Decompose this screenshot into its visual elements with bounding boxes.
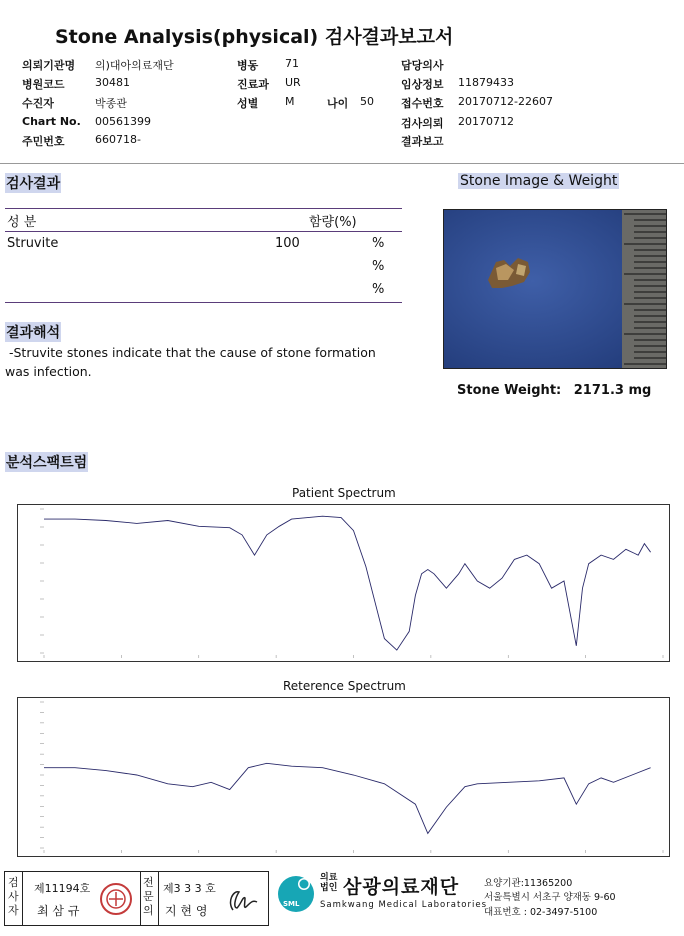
inspector-no: 제11194호 <box>34 882 91 895</box>
sex-value: M <box>285 95 295 108</box>
stone-weight <box>457 383 651 398</box>
spectrum-section-title: 분석스팩트럼 <box>5 452 88 472</box>
stone-photo <box>443 209 667 369</box>
receiver-value: 박종관 <box>95 97 127 110</box>
doctor-label: 담당의사 <box>401 59 444 72</box>
sml-logo <box>276 874 316 914</box>
org-prefix-top: 의료 <box>320 873 338 883</box>
result-amount: 100 <box>275 236 300 251</box>
institution-value: 의)대아의료재단 <box>95 59 174 72</box>
hospital-code-value: 30481 <box>95 76 130 89</box>
org-phone: 대표번호 : 02-3497-5100 <box>484 907 598 918</box>
result-component: Struvite <box>7 236 59 251</box>
stone-section-title: Stone Image & Weight <box>460 173 618 189</box>
inspector-label: 검사자 <box>8 876 19 917</box>
logo-text: SML <box>283 900 300 908</box>
interpretation-section-title: 결과해석 <box>5 322 61 342</box>
patient-spectrum-title: Patient Spectrum <box>292 486 396 500</box>
department-value: UR <box>285 76 301 89</box>
sex-label: 성별 <box>237 97 259 110</box>
ward-value: 71 <box>285 57 299 70</box>
spectrum-line <box>44 516 651 650</box>
reception-no-value: 20170712-22607 <box>458 95 553 108</box>
interpretation-line2: was infection. <box>5 364 92 379</box>
age-value: 50 <box>360 95 374 108</box>
stone-weight-value: 2171.3 mg <box>573 383 652 398</box>
signature-box <box>4 871 269 926</box>
stone-weight-label: Stone Weight: <box>457 383 562 398</box>
reception-no-label: 접수번호 <box>401 97 444 110</box>
inspector-seal-icon <box>99 882 133 916</box>
request-date-label: 검사의뢰 <box>401 117 444 130</box>
report-label: 결과보고 <box>401 135 444 148</box>
patient-spectrum-svg <box>18 505 669 661</box>
org-prefix <box>320 873 337 893</box>
spectrum-line <box>44 763 651 833</box>
interpretation-line1: -Struvite stones indicate that the cause of stone formation <box>5 345 376 360</box>
resident-no-value: 660718- <box>95 133 141 146</box>
reference-spectrum-svg <box>18 698 669 856</box>
institution-label: 의뢰기관명 <box>22 59 76 72</box>
result-unit: % <box>372 236 385 251</box>
results-table-top-line <box>5 208 402 209</box>
results-bottom-line <box>5 302 402 303</box>
reference-spectrum-chart <box>17 697 670 857</box>
chart-no-value: 00561399 <box>95 115 151 128</box>
request-date-value: 20170712 <box>458 115 514 128</box>
header-divider <box>0 163 684 164</box>
chart-no-label: Chart No. <box>22 115 81 128</box>
org-name: 삼광의료재단 <box>343 876 460 898</box>
resident-no-label: 주민번호 <box>22 135 65 148</box>
org-prefix-bottom: 법인 <box>320 883 338 893</box>
results-section-title: 검사결과 <box>5 173 61 193</box>
results-header-line <box>5 231 402 232</box>
hospital-code-label: 병원코드 <box>22 78 65 91</box>
specialist-no: 제3 3 3 호 <box>163 882 216 895</box>
specialist-label: 전문의 <box>143 876 154 917</box>
specialist-name: 지 현 영 <box>165 904 208 918</box>
inspector-name: 최 삼 규 <box>37 904 80 918</box>
org-name-en: Samkwang Medical Laboratories <box>320 900 488 910</box>
age-label: 나이 <box>327 97 349 110</box>
org-address: 서울특별시 서초구 양재동 9-60 <box>484 892 616 903</box>
report-title: Stone Analysis(physical) 검사결과보고서 <box>55 26 454 48</box>
clinical-info-value: 11879433 <box>458 76 514 89</box>
result-unit: % <box>372 259 385 274</box>
receiver-label: 수진자 <box>22 97 54 110</box>
col-content-header: 함량(%) <box>309 215 357 230</box>
col-component-header: 성 분 <box>7 215 37 230</box>
stone-photo-graphic <box>444 210 666 368</box>
institution-row <box>22 57 174 73</box>
clinical-info-label: 임상정보 <box>401 78 444 91</box>
org-code: 요양기관:11365200 <box>484 878 573 889</box>
specialist-signature-icon <box>223 882 263 916</box>
patient-spectrum-chart <box>17 504 670 662</box>
department-label: 진료과 <box>237 78 269 91</box>
ward-label: 병동 <box>237 59 259 72</box>
result-unit: % <box>372 282 385 297</box>
sml-logo-icon <box>276 874 316 914</box>
reference-spectrum-title: Reterence Spectrum <box>283 679 406 693</box>
